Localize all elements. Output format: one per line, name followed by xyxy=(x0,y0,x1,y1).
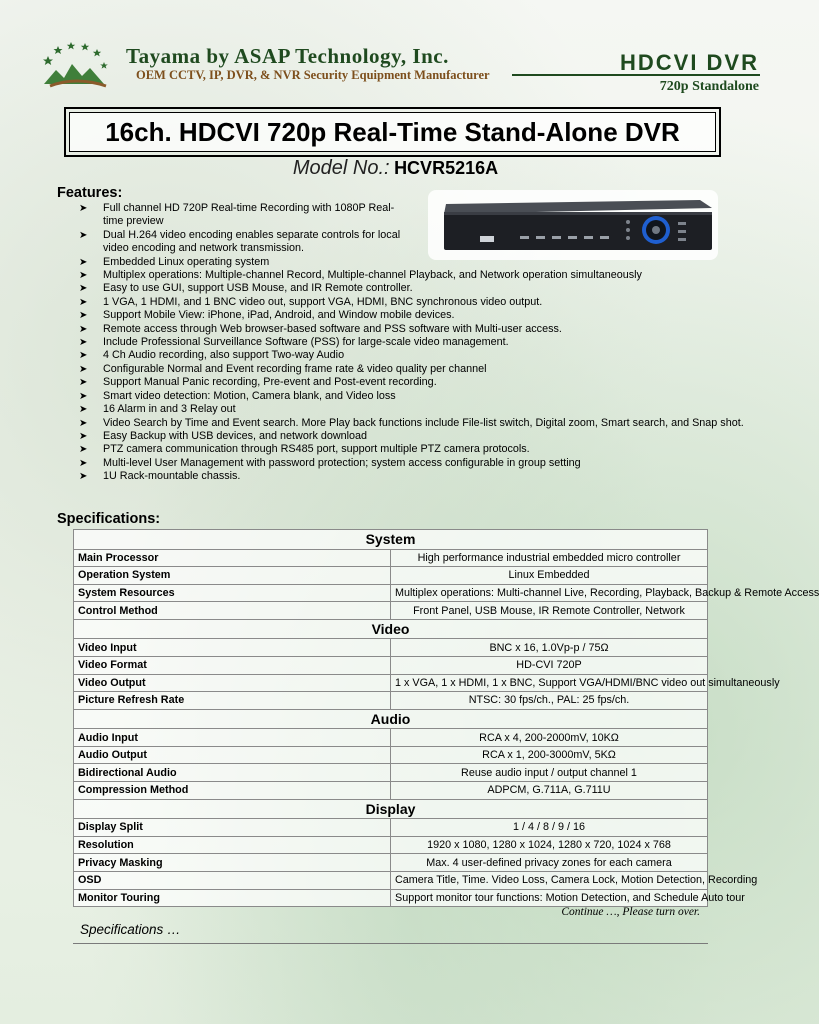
spec-value: BNC x 16, 1.0Vp-p / 75Ω xyxy=(391,639,708,657)
bullet-arrow-icon: ➤ xyxy=(79,404,88,416)
spec-value: Multiplex operations: Multi-channel Live, Recording, Playback, Backup & Remote Access xyxy=(391,584,708,602)
product-type: HDCVI DVR xyxy=(619,50,759,75)
model-number: HCVR5216A xyxy=(394,158,499,178)
spec-value: 1 / 4 / 8 / 9 / 16 xyxy=(391,819,708,837)
bullet-arrow-icon: ➤ xyxy=(79,296,88,308)
section-title: Video xyxy=(74,619,708,639)
feature-item: ➤ Easy Backup with USB devices, and network download xyxy=(79,429,368,442)
feature-item: ➤ Support Manual Panic recording, Pre-event and Post-event recording. xyxy=(79,376,437,389)
table-row xyxy=(74,602,708,620)
bullet-arrow-icon: ➤ xyxy=(79,229,88,241)
spec-value: HD-CVI 720P xyxy=(391,656,708,674)
title-box xyxy=(64,107,721,157)
spec-label: OSD xyxy=(74,871,391,889)
table-row xyxy=(74,549,708,567)
specifications-table xyxy=(73,529,819,907)
bullet-arrow-icon: ➤ xyxy=(79,323,88,335)
bullet-arrow-icon: ➤ xyxy=(79,363,88,375)
bullet-arrow-icon: ➤ xyxy=(79,457,88,469)
specifications-heading: Specifications: xyxy=(57,511,161,527)
table-section-row xyxy=(74,619,708,639)
spec-label: Operation System xyxy=(74,567,391,585)
feature-item: ➤ Embedded Linux operating system xyxy=(79,255,270,268)
bullet-arrow-icon: ➤ xyxy=(79,390,88,402)
spec-value: Front Panel, USB Mouse, IR Remote Controller, Network xyxy=(391,602,708,620)
spec-value: ADPCM, G.711A, G.711U xyxy=(391,782,708,800)
spec-label: Display Split xyxy=(74,819,391,837)
spec-label: Audio Input xyxy=(74,729,391,747)
feature-item: ➤ Dual H.264 video encoding enables separate controls for local video encoding and network transmission. xyxy=(79,228,401,255)
spec-value: High performance industrial embedded micro controller xyxy=(391,549,708,567)
company-name: Tayama by ASAP Technology, Inc. xyxy=(126,44,449,68)
feature-item: ➤ 1 VGA, 1 HDMI, and 1 BNC video out, support VGA, HDMI, BNC synchronous video output. xyxy=(79,295,543,308)
spec-value: 1 x VGA, 1 x HDMI, 1 x BNC, Support VGA/HDMI/BNC video out simultaneously xyxy=(391,674,708,692)
feature-item: ➤ PTZ camera communication through RS485 port, support multiple PTZ camera protocols. xyxy=(79,443,530,456)
table-row xyxy=(74,764,708,782)
table-section-row xyxy=(74,530,708,550)
feature-item: ➤ Easy to use GUI, support USB Mouse, and IR Remote controller. xyxy=(79,282,413,295)
specifications-continued: Specifications … xyxy=(80,922,181,937)
feature-item: ➤ Video Search by Time and Event search. More Play back functions include File-list switch, Digital zoom, Smart search, and Snap shot. xyxy=(79,416,744,429)
spec-label: System Resources xyxy=(74,584,391,602)
table-row xyxy=(74,819,708,837)
feature-item: ➤ Support Mobile View: iPhone, iPad, Android, and Window mobile devices. xyxy=(79,309,455,322)
feature-item: ➤ 4 Ch Audio recording, also support Two-way Audio xyxy=(79,349,345,362)
bullet-arrow-icon: ➤ xyxy=(79,350,88,362)
feature-item: ➤ Full channel HD 720P Real-time Recording with 1080P Real-time preview xyxy=(79,202,395,228)
bullet-arrow-icon: ➤ xyxy=(79,444,88,456)
footer-divider xyxy=(73,943,708,944)
spec-value: Max. 4 user-defined privacy zones for each camera xyxy=(391,854,708,872)
feature-item: ➤ Multiplex operations: Multiple-channel Record, Multiple-channel Playback, and Network operation simultaneously xyxy=(79,269,642,282)
spec-value: Camera Title, Time. Video Loss, Camera Lock, Motion Detection, Recording xyxy=(391,871,708,889)
bullet-arrow-icon: ➤ xyxy=(79,377,88,389)
table-section-row xyxy=(74,799,708,819)
table-row xyxy=(74,584,708,602)
bullet-arrow-icon: ➤ xyxy=(79,337,88,349)
table-row xyxy=(74,567,708,585)
section-title: Display xyxy=(74,799,708,819)
feature-item: ➤ Include Professional Surveillance Software (PSS) for large-scale video management. xyxy=(79,336,509,349)
table-row xyxy=(74,729,708,747)
section-title: Audio xyxy=(74,709,708,729)
spec-value: RCA x 4, 200-2000mV, 10KΩ xyxy=(391,729,708,747)
spec-value: Support monitor tour functions: Motion Detection, and Schedule Auto tour xyxy=(391,889,708,907)
model-line xyxy=(0,157,791,180)
bullet-arrow-icon: ➤ xyxy=(79,310,88,322)
spec-label: Picture Refresh Rate xyxy=(74,692,391,710)
product-subtype: 720p Standalone xyxy=(659,79,759,94)
bullet-arrow-icon: ➤ xyxy=(79,471,88,483)
bullet-arrow-icon: ➤ xyxy=(79,430,88,442)
model-label: Model No.: xyxy=(292,157,390,179)
features-list xyxy=(79,202,749,484)
spec-label: Video Output xyxy=(74,674,391,692)
spec-label: Video Input xyxy=(74,639,391,657)
feature-item: ➤ 1U Rack-mountable chassis. xyxy=(79,470,241,483)
spec-label: Video Format xyxy=(74,656,391,674)
feature-item: ➤ 16 Alarm in and 3 Relay out xyxy=(79,403,236,416)
spec-label: Privacy Masking xyxy=(74,854,391,872)
table-section-row xyxy=(74,709,708,729)
company-tagline: OEM CCTV, IP, DVR, & NVR Security Equipment Manufacturer xyxy=(136,68,490,82)
table-row xyxy=(74,692,708,710)
bullet-arrow-icon: ➤ xyxy=(79,417,88,429)
bullet-arrow-icon: ➤ xyxy=(79,256,88,268)
spec-value: Linux Embedded xyxy=(391,567,708,585)
spec-value: NTSC: 30 fps/ch., PAL: 25 fps/ch. xyxy=(391,692,708,710)
table-row xyxy=(74,674,708,692)
table-row xyxy=(74,746,708,764)
spec-value: Reuse audio input / output channel 1 xyxy=(391,764,708,782)
continue-note: Continue …, Please turn over. xyxy=(561,906,700,918)
table-row xyxy=(74,782,708,800)
features-heading: Features: xyxy=(57,185,123,201)
spec-label: Compression Method xyxy=(74,782,391,800)
table-row xyxy=(74,639,708,657)
company-logo xyxy=(40,40,112,92)
bullet-arrow-icon: ➤ xyxy=(79,283,88,295)
feature-item: ➤ Smart video detection: Motion, Camera blank, and Video loss xyxy=(79,389,396,402)
spec-label: Control Method xyxy=(74,602,391,620)
spec-label: Main Processor xyxy=(74,549,391,567)
spec-label: Resolution xyxy=(74,836,391,854)
spec-label: Monitor Touring xyxy=(74,889,391,907)
spec-value: 1920 x 1080, 1280 x 1024, 1280 x 720, 1024 x 768 xyxy=(391,836,708,854)
table-row xyxy=(74,836,708,854)
spec-value: RCA x 1, 200-3000mV, 5KΩ xyxy=(391,746,708,764)
page-title: 16ch. HDCVI 720p Real-Time Stand-Alone DVR xyxy=(105,116,680,147)
table-row xyxy=(74,871,708,889)
section-title: System xyxy=(74,530,708,550)
spec-label: Bidirectional Audio xyxy=(74,764,391,782)
table-row xyxy=(74,656,708,674)
feature-item: ➤ Configurable Normal and Event recording frame rate & video quality per channel xyxy=(79,362,487,375)
table-row xyxy=(74,889,708,907)
feature-item: ➤ Remote access through Web browser-based software and PSS software with Multi-user access. xyxy=(79,322,562,335)
spec-label: Audio Output xyxy=(74,746,391,764)
feature-item: ➤ Multi-level User Management with password protection; system access configurable in group setting xyxy=(79,456,581,469)
title-inner-frame xyxy=(69,112,716,152)
table-row xyxy=(74,854,708,872)
bullet-arrow-icon: ➤ xyxy=(79,270,88,282)
bullet-arrow-icon: ➤ xyxy=(79,203,88,214)
